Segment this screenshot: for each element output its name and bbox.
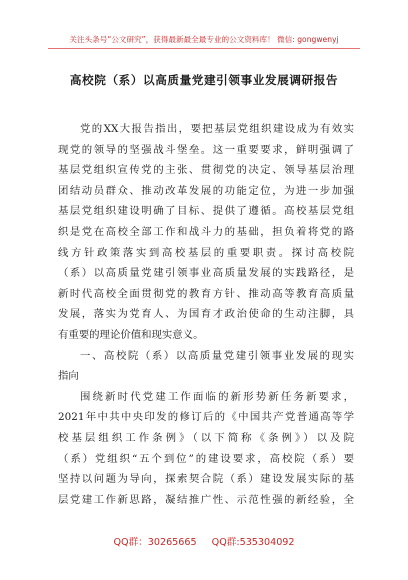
paragraph-line: （系）党组织“五个到位”的建设要求，高校院（系）要 [58,452,354,465]
header-divider [48,48,360,49]
paragraph-line: 团结动员群众、推动改革发展的功能定位，为进一步加强 [58,184,354,197]
paragraph-line: 基层党组织宣传党的主张、贯彻党的决定、领导基层治理 [58,164,354,177]
paragraph-line: 织是党在高校全部工作和战斗力的基础，担负着将党的路 [58,225,354,238]
section-heading-line: 一、高校院（系）以高质量党建引领事业发展的现实 [80,349,354,362]
paragraph-line: （系）以高质量党建引领事业高质量发展的实践路径，是 [58,267,354,280]
paragraph-line: 围绕新时代党建工作面临的新形势新任务新要求， [80,390,354,403]
paragraph-line: 校基层组织工作条例》（以下简称《条例》）以及院 [58,431,354,444]
footer [0,534,408,548]
paragraph-line: 有重要的理论价值和现实意义。 [58,328,204,341]
document-body [58,119,354,510]
paragraph-line: 党的XX大报告指出，要把基层党组织建设成为有效实 [80,123,354,135]
paragraph-line: 新时代高校全面贯彻党的教育方针、推动高等教育高质量 [58,287,354,300]
paragraph-line: 发展，落实为党育人、为国育才政治使命的生动注脚，具 [58,308,354,321]
paragraph-line: 2021年中共中央印发的修订后的《中国共产党普通高等学 [58,411,354,424]
paragraph-line: 线方针政策落实到高校基层的重要职责。探讨高校院 [58,246,354,259]
paragraph-line: 坚持以问题为导向，探索契合院（系）建设发展实际的基 [58,473,354,486]
header-banner: 关注头条号“公文研究”，获得最新最全最专业的公文资料库！ 微信: gongwenyj [69,35,339,44]
page-title: 高校院（系）以高质量党建引领事业发展调研报告 [69,73,339,87]
paragraph-line: 层党建工作新思路，凝结推广性、示范性强的新经验，全 [58,493,354,506]
footer-qq-group-2: QQ群:535304092 [211,537,295,548]
paragraph-line: 现党的领导的坚强战斗堡垒。这一重要要求，鲜明强调了 [58,143,354,156]
section-heading-line: 指向 [58,370,79,383]
footer-qq-group-1: QQ群：30265665 [113,537,197,548]
paragraph-line: 基层党组织建设明确了目标、提供了遵循。高校基层党组 [58,205,354,218]
